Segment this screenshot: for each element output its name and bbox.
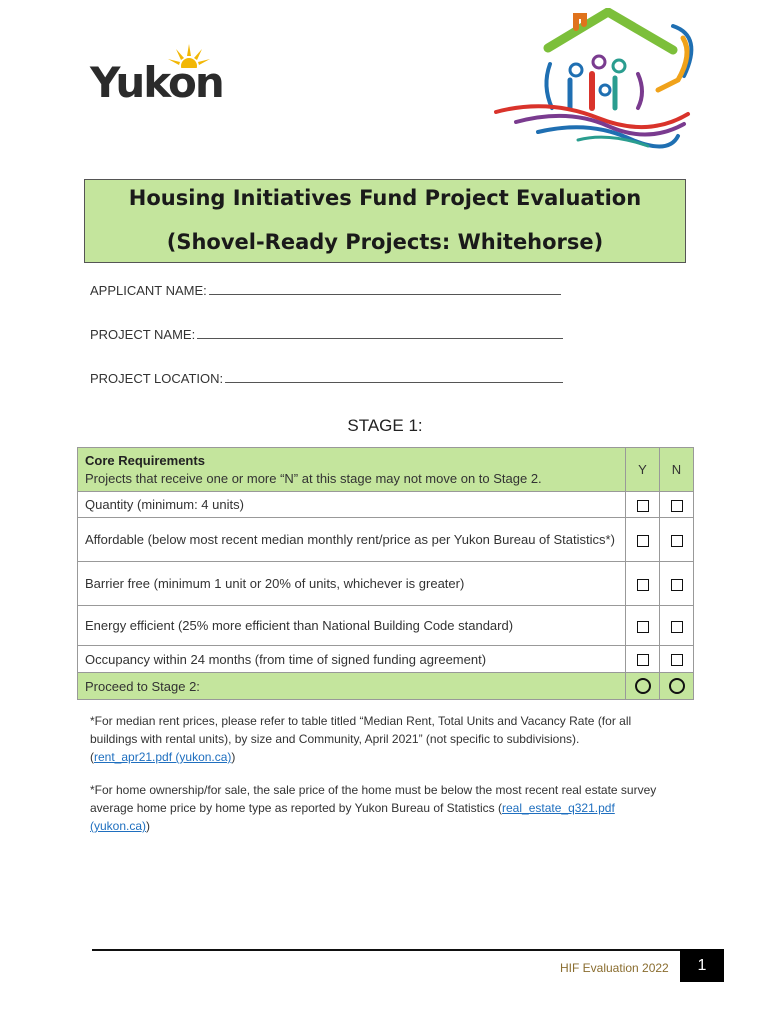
yes-checkbox[interactable] — [637, 500, 649, 512]
project-name-line[interactable] — [197, 327, 563, 339]
requirement-label: Quantity (minimum: 4 units) — [78, 492, 626, 518]
core-requirements-note: Projects that receive one or more “N” at this stage may not move on to Stage 2. — [85, 471, 542, 486]
document-subtitle: (Shovel-Ready Projects: Whitehorse) — [166, 230, 604, 254]
real-estate-pdf-link[interactable]: real_estate_q321.pdf (yukon.ca) — [90, 801, 615, 833]
document-title: Housing Initiatives Fund Project Evaluation — [128, 186, 642, 210]
project-name-label: PROJECT NAME: — [90, 327, 196, 342]
stage-heading: STAGE 1: — [347, 416, 423, 435]
proceed-label: Proceed to Stage 2: — [78, 673, 626, 700]
no-checkbox[interactable] — [671, 621, 683, 633]
table-row — [78, 646, 694, 673]
median-rent-text: *For median rent prices, please refer to table titled “Median Rent, Total Units and Vacancy Rate (for all buildings with rental units), by size and Community, April 2021” (not specific to subdivisions). — [90, 714, 632, 746]
table-row — [78, 562, 694, 606]
project-name-field[interactable] — [90, 327, 563, 342]
requirement-label: Barrier free (minimum 1 unit or 20% of units, whichever is greater) — [78, 562, 626, 606]
project-location-field[interactable] — [90, 371, 563, 386]
proceed-row — [78, 673, 694, 700]
paren-close: ) — [231, 750, 236, 764]
column-y-header: Y — [626, 448, 660, 492]
paren-close: ) — [146, 819, 151, 833]
title-box — [84, 179, 686, 263]
table-row — [78, 492, 694, 518]
rent-pdf-link[interactable]: rent_apr21.pdf (yukon.ca) — [94, 750, 232, 764]
applicant-name-line[interactable] — [209, 283, 561, 295]
requirements-table — [77, 447, 694, 700]
yukon-logo — [90, 44, 230, 106]
table-header-cell — [78, 448, 626, 492]
median-rent-note — [90, 712, 670, 766]
no-checkbox[interactable] — [671, 500, 683, 512]
project-location-line[interactable] — [225, 371, 563, 383]
home-price-text: *For home ownership/for sale, the sale price of the home must be below the most recent real estate survey average home price by home type as reported by Yukon Bureau of Statistics ( — [90, 783, 657, 815]
requirement-label: Energy efficient (25% more efficient than National Building Code standard) — [78, 606, 626, 646]
house-family-icon — [488, 8, 700, 150]
page-number: 1 — [680, 949, 724, 982]
yes-radio[interactable] — [635, 678, 651, 694]
footer-label: HIF Evaluation 2022 — [560, 961, 669, 975]
column-n-header: N — [660, 448, 694, 492]
home-price-note — [90, 781, 670, 835]
project-location-label: PROJECT LOCATION: — [90, 371, 224, 386]
yes-checkbox[interactable] — [637, 621, 649, 633]
core-requirements-heading: Core Requirements — [85, 453, 205, 468]
no-checkbox[interactable] — [671, 579, 683, 591]
no-checkbox[interactable] — [671, 535, 683, 547]
no-checkbox[interactable] — [671, 654, 683, 666]
footer-divider — [92, 949, 680, 951]
requirement-label: Affordable (below most recent median monthly rent/price as per Yukon Bureau of Statistics*) — [78, 518, 626, 562]
table-row — [78, 518, 694, 562]
table-row — [78, 606, 694, 646]
no-radio[interactable] — [669, 678, 685, 694]
yukon-wordmark: Yukon — [90, 58, 223, 107]
table-header-row — [78, 448, 694, 492]
yes-checkbox[interactable] — [637, 654, 649, 666]
applicant-name-field[interactable] — [90, 283, 561, 298]
yes-checkbox[interactable] — [637, 579, 649, 591]
yes-checkbox[interactable] — [637, 535, 649, 547]
applicant-name-label: APPLICANT NAME: — [90, 283, 207, 298]
requirement-label: Occupancy within 24 months (from time of signed funding agreement) — [78, 646, 626, 673]
paren-open: ( — [90, 750, 94, 764]
